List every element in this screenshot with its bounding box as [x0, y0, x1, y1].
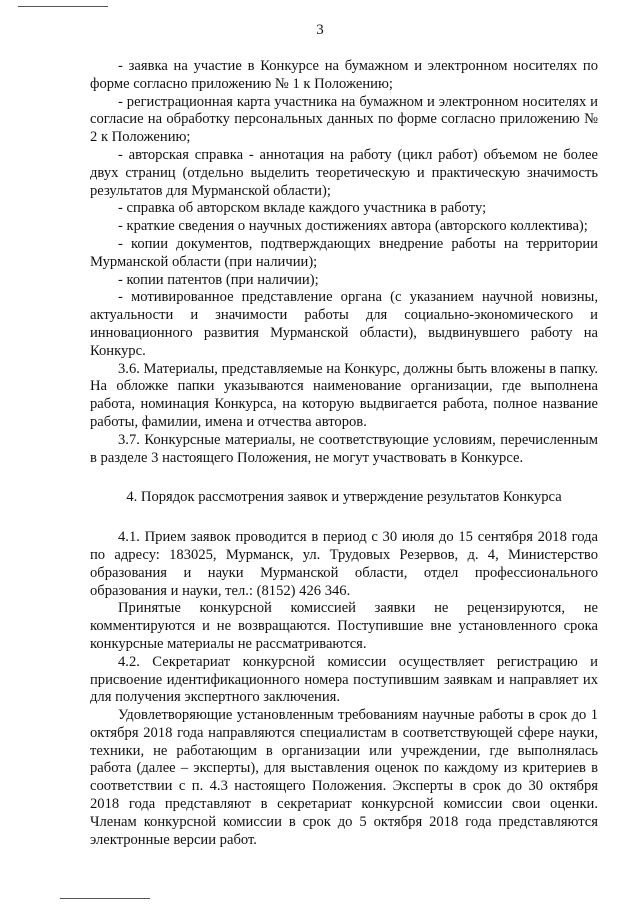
page-number: 3 — [316, 22, 324, 38]
scan-edge-top — [18, 6, 108, 7]
paragraph-registration-card: - регистрационная карта участника на бумажном и электронном носителях и согласие на обработку персональных данных по форме согласно приложению № 2 к Положению; — [90, 93, 598, 146]
paragraph-author-reference: - авторская справка - аннотация на работу (цикл работ) объемом не более двух страниц (отдельно выделить теоретическую и практическую значимость результатов для Мурманской области); — [90, 146, 598, 199]
paragraph-implementation-documents: - копии документов, подтверждающих внедрение работы на территории Мурманской области (при наличии); — [90, 235, 598, 270]
paragraph-3-6: 3.6. Материалы, представляемые на Конкурс, должны быть вложены в папку. На обложке папки указываются наименование организации, где выполнена работа, номинация Конкурса, на которую выдвигается работа, полное название работы, фамилии, имена и отчества авторов. — [90, 360, 598, 430]
paragraph-motivated-submission: - мотивированное представление органа (с указанием научной новизны, актуальности и значимости работы для социально-экономического и инновационного развития Мурманской области), выдвинувшего работу на Конкурс. — [90, 289, 598, 359]
paragraph-scientific-achievements: - краткие сведения о научных достижениях автора (авторского коллектива); — [118, 218, 588, 235]
paragraph-not-reviewed: Принятые конкурсной комиссией заявки не рецензируются, не комментируются и не возвращаются. Поступившие вне установленного срока конкурсные материалы не рассматриваются. — [90, 600, 598, 652]
paragraph-contribution-reference: - справка об авторском вкладе каждого участника в работу; — [118, 200, 487, 217]
document-body — [90, 58, 598, 849]
paragraph-application-form: - заявка на участие в Конкурсе на бумажном и электронном носителях по форме согласно приложению № 1 к Положению; — [90, 58, 598, 92]
section-4-heading: 4. Порядок рассмотрения заявок и утверждение результатов Конкурса — [126, 489, 562, 506]
scan-edge-bottom — [60, 898, 150, 899]
paragraph-patent-copies: - копии патентов (при наличии); — [118, 271, 319, 288]
paragraph-4-1: 4.1. Прием заявок проводится в период с 30 июля до 15 сентября 2018 года по адресу: 183025, Мурманск, ул. Трудовых Резервов, д. 4, Министерство образования и науки Мурманской области, отдел профессионального образования и науки, тел.: (8152) 426 346. — [90, 529, 598, 599]
paragraph-experts: Удовлетворяющие установленным требованиям научные работы в срок до 1 октября 2018 года направляются специалистам в соответствующей сфере науки, техники, не работающим в организации или учреждении, где выполнялась работа (далее – эксперты), для выставления оценок по каждому из критериев в соответствии с п. 4.3 настоящего Положения. Эксперты в срок до 30 октября 2018 года представляют в секретариат конкурсной комиссии свои оценки. Членам конкурсной комиссии в срок до 5 октября 2018 года представляются электронные версии работ. — [90, 707, 598, 848]
paragraph-3-7: 3.7. Конкурсные материалы, не соответствующие условиям, перечисленным в разделе 3 настоящего Положения, не могут участвовать в Конкурсе. — [90, 431, 598, 466]
paragraph-4-2: 4.2. Секретариат конкурсной комиссии осуществляет регистрацию и присвоение идентификационного номера поступившим заявкам и направляет их для получения экспертного заключения. — [90, 653, 598, 706]
